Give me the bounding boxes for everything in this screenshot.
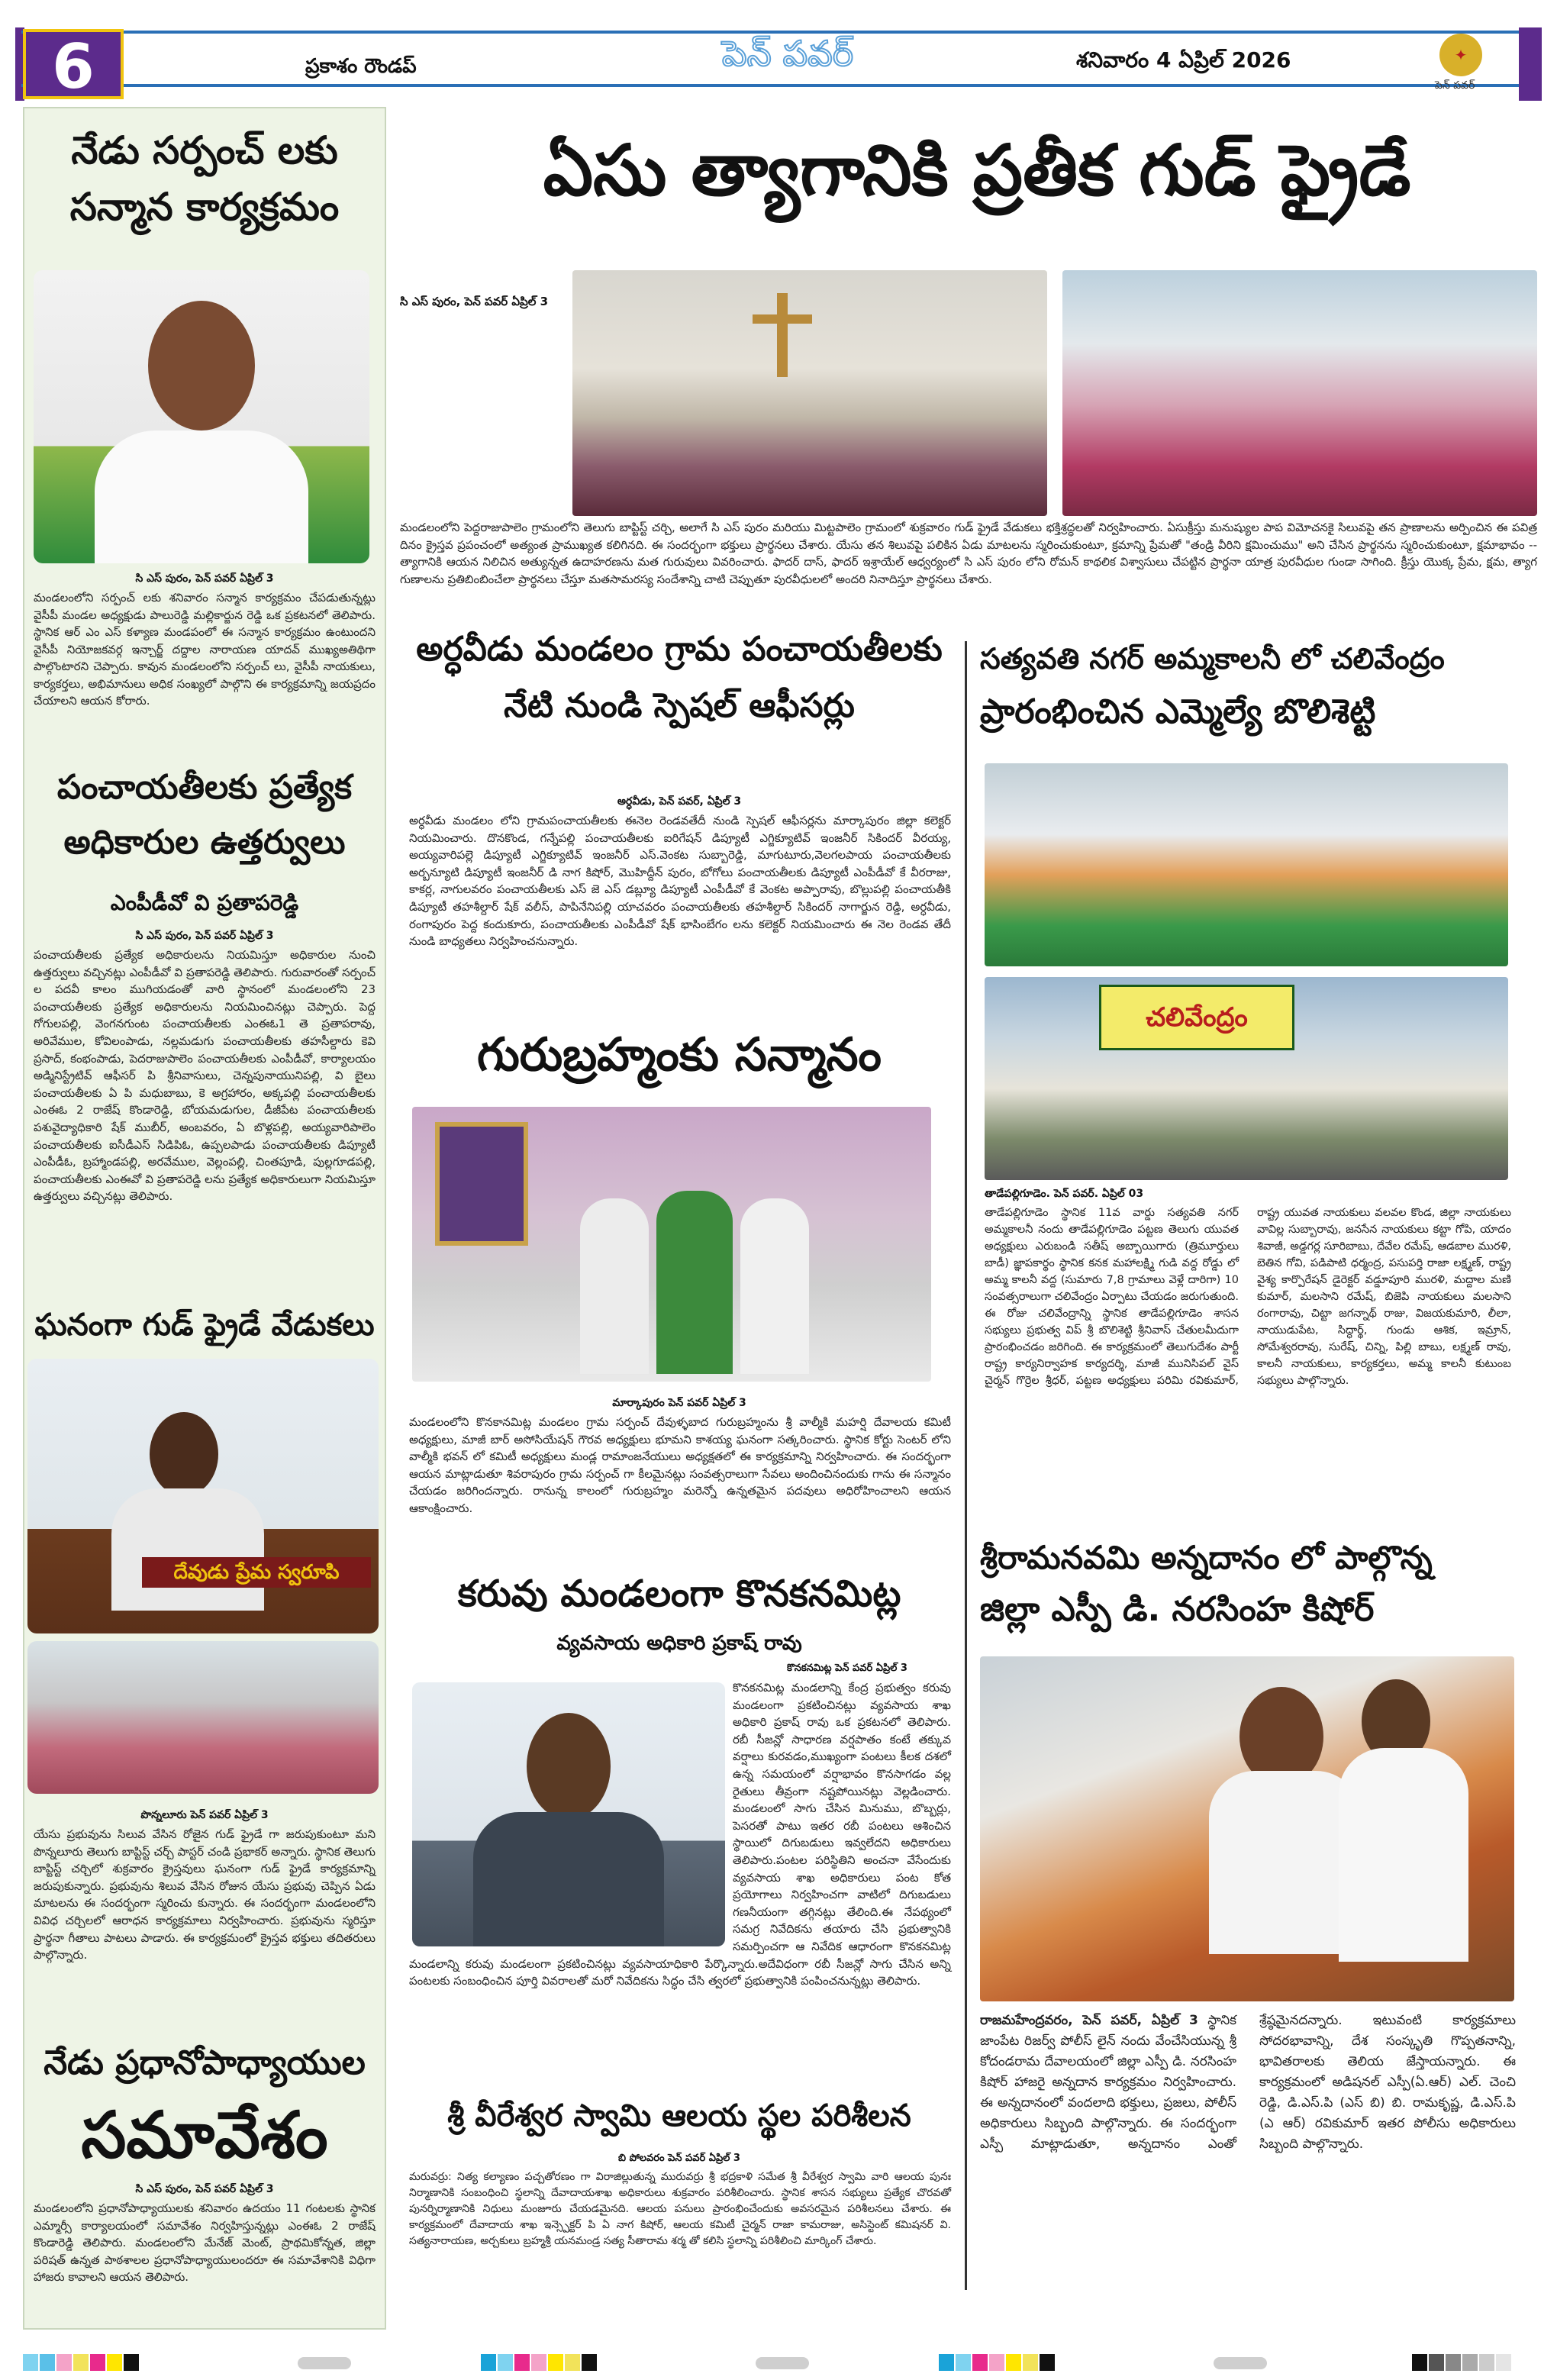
mid-story4-dateline: బి పోలవరం పెన్ పవర్ ఏప్రిల్ 3	[618, 2153, 740, 2164]
logo-icon: ✦	[1439, 34, 1482, 76]
right-story2-body: స్థానిక జాంపేట రిజర్వ్ పోలీస్ లైన్ నందు వేంచేసియున్న శ్రీ కోదండరామ దేవాలయంలో జిల్లా ఎస్పీ డి. నరసింహ కిషోర్ హాజరై అన్నదాన కార్యక్రమం నిర్వహించారు. ఈ అన్నదానంలో వందలాది భక్తులు, ప్రజలు, పోలీస్ అధికారులు సిబ్బంది పాల్గొన్నారు. ఈ సందర్భంగా ఎస్పీ మాట్లాడుతూ, అన్నదానం ఎంతో శ్రేష్ఠమైనదన్నారు. ఇటువంటి కార్యక్రమాలు సోదరభావాన్ని, దేశ సంస్కృతి గొప్పతనాన్ని, భావితరాలకు తెలియ జేస్తాయన్నారు. ఈ కార్యక్రమంలో అడిషనల్ ఎస్పీ(ఏ.ఆర్) ఎల్. చెంచి రెడ్డి, డి.ఎస్.పి (ఎస్ బి) బి. రామకృష్ణ, డి.ఎస్.పి (ఎ ఆర్) రవికుమార్ ఇతర పోలీసు అధికారులు సిబ్బంది పాల్గొన్నారు.	[980, 2013, 1516, 2152]
right-story2-body-wrap	[980, 2011, 1516, 2308]
mid-story4-body: మరువర్రు: నిత్య కల్యాణం పచ్చతోరణం గా విరాజిల్లుతున్న మురువర్రు శ్రీ భద్రకాళి సమేత శ్రీ వీరేశ్వర స్వామి వారి ఆలయ పునః నిర్మాణానికి సంబంధించి స్థలాన్ని దేవాదాయశాఖ అధికారులు శుక్రవారం పరిశీలించారు. స్థానిక శాసన సభ్యులు ప్రత్యేక చొరవతో పునర్నిర్మాణానికి నిధులు మంజూరు చేయడమైనది. ఆలయ పనులు ప్రారంభించేందుకు అవసరమైన పరిశీలనలు చేశారు. ఈ కార్యక్రమంలో దేవాదాయ శాఖ ఇన్స్పెక్టర్ పి ఏ నాగ కిషోర్, ఆలయ కమిటీ చైర్మన్ రాజా కామరాజు, అసిస్టెంట్ కమిషనర్ వి. సత్యనారాయణ, అర్చకులు బ్రహ్మశ్రీ యనమండ్ర సత్య సీతారామ శర్మ తో కలిసి స్థలాన్ని పరిశీలించి మార్కింగ్ చేశారు.	[409, 2171, 951, 2247]
left-story3-photo2	[27, 1641, 379, 1794]
issue-date: శనివారం 4 ఏప్రిల్ 2026	[1076, 47, 1291, 73]
left-story2-dateline: సి ఎస్ పురం, పెన్ పవర్ ఏప్రిల్ 3	[135, 930, 274, 942]
lead-body-text: మండలంలోని పెద్దరాజుపాలెం గ్రామంలోని తెలుగు బాప్టిస్ట్ చర్చి, అలాగే సి ఎస్ పురం మరియు మిట్టపాలెం గ్రామంలో శుక్రవారం గుడ్ ఫ్రైడే వేడుకలు భక్తిశ్రద్ధలతో నిర్వహించారు. ఏసుక్రీస్తు మనుష్యుల పాప విమోచనకై సిలువపై తన ప్రాణాలను అర్పించిన ఈ పవిత్ర దినం క్రైస్తవ ప్రపంచంలో అత్యంత ప్రాముఖ్యత కలిగినది. ఈ సందర్భంగా భక్తులు ప్రార్థనలు చేశారు. యేసు తన శిలువపై పలికిన ఏడు మాటలను స్మరించుకుంటూ, క్రమాన్ని ప్రేమతో "తండ్రి వీరిని క్షమించుము" అని చేసిన ప్రార్థనను స్మరించుకుంటూ, క్షమాభావం -- త్యాగానికి ఆయన నిలిచిన అత్యున్నత ఉదాహరణను మత గురువులు వివరించారు. ఫాదర్ దాస్, ఫాదర్ ఇశ్రాయేల్ ఆధ్వర్యంలో సి ఎస్ పురం లోని రోమన్ కాథలిక విశ్వాసులు చేపట్టిన ప్రార్థనా యాత్ర పురవీధుల గుండా సాగింది. క్రీస్తు యొక్క ప్రేమ, క్షమ, త్యాగ గుణాలను ప్రతిబింబించేలా ప్రార్థనలు చేస్తూ మతసామరస్య సందేశాన్ని చాటి చెప్పుతూ పురవీధులలో అందరి నినాదిస్తూ ప్రార్థనలు చేశారు.	[400, 521, 1537, 586]
left-story2-subhead: ఎంపీడీవో వి ప్రతాపరెడ్డి	[110, 890, 299, 915]
mid-story1-dateline: అర్ధవీడు, పెన్ పవర్, ఏప్రిల్ 3	[617, 795, 742, 808]
left-story1-photo	[34, 270, 369, 563]
lead-body	[400, 328, 1537, 603]
header-accent-right	[1519, 27, 1542, 101]
left-story3-dateline: పొన్నలూరు పెన్ పవర్ ఏప్రిల్ 3	[140, 1809, 269, 1821]
lead-headline: ఏసు త్యాగానికి ప్రతీక గుడ్ ఫ్రైడే	[543, 130, 1411, 211]
print-registration-strip	[23, 2354, 1542, 2374]
left-story3-banner: దేవుడు ప్రేమ స్వరూపి	[142, 1557, 371, 1588]
mid-story2-photo	[412, 1107, 931, 1382]
right-story1-headline1: సత్యవతి నగర్ అమ్మకాలనీ లో చలివేంద్రం	[980, 642, 1445, 676]
left-story3-body: యేసు ప్రభువును సిలువ వేసిన రోజైన గుడ్ ఫ్రైడే గా జరుపుకుంటూ మని పొన్నలూరు తెలుగు బాప్టిస్ట్ చర్చ్ పాస్టర్ చండి ప్రభాకర్ అన్నారు. స్థానిక తెలుగు బాప్టిస్ట్ చర్చిలో శుక్రవారం క్రైస్తవులు ఘనంగా గుడ్ ఫ్రైడే కార్యక్రమాన్ని జరుపుకున్నారు. ప్రభువును శిలువ వేసిన రోజున యేసు ప్రభువు చెప్పిన ఏడు మాటలను ఈ సందర్భంగా స్మరించు కున్నారు. ఈ సందర్భంగా మండలంలోని వివిధ చర్చిలలో ఆరాధన కార్యక్రమాలు నిర్వహించారు. ప్రభువును స్మరిస్తూ ప్రార్థనా గీతాలు పాటలు పాడారు. ఈ కార్యక్రమంలో క్రైస్తవ భక్తులు తదితరులు పాల్గొన్నారు.	[34, 1827, 376, 1962]
right-story1-headline2: ప్రారంభించిన ఎమ్మెల్యే బొలిశెట్టి	[980, 692, 1376, 731]
mid-story3-body-wrap	[409, 1679, 951, 2091]
left-story4-headline-top: నేడు ప్రధానోపాధ్యాయుల	[44, 2043, 366, 2082]
page-number: 6	[23, 29, 124, 99]
mid-story1-body: అర్ధవీడు మండలం లోని గ్రామపంచాయతీలకు ఈనెల రెండవతేదీ నుండి స్పెషల్ ఆఫీసర్లను మార్కాపురం జిల్లా కలెక్టర్ నియమించారు. దొనకొండ, గన్నేపల్లి పంచాయతీలకు ఐరిగేషన్ డిప్యూటీ ఎగ్జిక్యూటివ్ ఇంజనీర్ సికిందర్ వీరయ్య, అయ్యవారిపల్లె డిప్యూటీ ఎగ్జిక్యూటివ్ ఇంజనీర్ ఎస్.వెంకట సుబ్బారెడ్డి, మాగుటూరు,వెలగలపాయ పంచాయతీలకు అర్బన్యూటి డిప్యూటీ ఇంజనీర్ డి నాగ కిషోర్, మొహిద్దీన్ పురం, బోగోలు పంచాయతీలకు డిప్యూటీ ఎంపీడీవో కే వీరరాజు, కాకర్ల, నాగులవరం పంచాయతీలకు ఎస్ జె ఎస్ డబ్ల్యూ డిప్యూటీ ఎంపీడీవో కే వెంకట అప్పారావు, బొల్లుపల్లి పంచాయతీకి డిప్యూటీ తహశీల్దార్ షేక్ వలీస్, పాపినేనిపల్లి యాచవరం పంచాయతీలకు తహశీల్దార్ సికిందర్ నాగార్జున రెడ్డి, అర్ధవీడు, రంగాపురం పెద్ద కందుకూరు, పంచాయతీలకు ఎంపీడీవో షేక్ భాసింబేగం లను కలెక్టర్ నియమించారు ఈ నెల రెండవ తేదీ నుండి బాధ్యతలు నిర్వహించనున్నారు.	[409, 814, 951, 949]
right-story1-body: తాడేపల్లిగూడెం స్థానిక 11వ వార్డు సత్యవతి నగర్ అమ్మకాలనీ నందు తాడేపల్లిగూడెం పట్టణ తెలుగు యువత అధ్యక్షులు ఎరుబండి సతీష్ అబ్బాయిగారు (త్రిమూర్తులు బాడీ) జ్ఞాపకార్థం స్థానిక కనక మహాలక్ష్మి గుడి వద్ద రోడ్డు లో అమ్మ కాలనీ వద్ద (సుమారు 7,8 గ్రామాలు వెళ్లే దారిగా) 10 సంవత్సరాలుగా చలివేంద్రం ఏర్పాటు చేయడం జరుగుతుంది. ఈ రోజు చలివేంద్రాన్ని స్థానిక తాడేపల్లిగూడెం శాసన సభ్యులు ప్రభుత్వ విప్ శ్రీ బొలిశెట్టి శ్రీనివాస్ చేతులమీదుగా ప్రారంభించడం జరిగింది. ఈ కార్యక్రమంలో తెలుగుదేశం పార్టీ రాష్ట్ర కార్యనిర్వాహక కార్యదర్శి, మాజీ మునిసిపల్ వైస్ చైర్మన్ గొర్రెల శ్రీధర్, పట్టణ అధ్యక్షులు పరిమి రవికుమార్, రాష్ట్ర యువత నాయకులు వలవల కొండ, జిల్లా నాయకులు వావిల్ల సుబ్బారావు, జనసేన నాయకులు కట్టా గోపి, యాదం శివాజీ, అడ్డగర్ల సూరిబాబు, దేవేల రమేష్, ఆడబాల మురళి, బెతిన గోవి, పడిపాటి ధర్మంద్ర, పసుపర్తి రాజా లక్ష్మణ్, రాష్ట్ర వైశ్య కార్పొరేషన్ డైరెక్టర్ వడ్డూపూరి మురళి, మద్దాల మణి కుమార్, మలసాని రమేష్, బిజెపి నాయకులు మలసాని రంగారావు, చిట్టా జగన్నాథ్ రాజు, విజయకుమారి, లీలా, నాయుడుపేట, సిద్ధార్థ్, గుండు ఆశిక, ఇమ్రాన్, సోమేశ్వరరావు, సురేష్, చిన్ని, పిల్లి బాబు, లక్ష్మణ్ రావు, కాలనీ నాయకులు, కార్యకర్తలు, అమ్మ కాలనీ కుటుంబ సభ్యులు పాల్గొన్నారు.	[985, 1207, 1511, 1387]
left-story1-headline: నేడు సర్పంచ్ లకు సన్మాన కార్యక్రమం	[69, 128, 340, 229]
left-story1-dateline: సి ఎస్ పురం, పెన్ పవర్ ఏప్రిల్ 3	[135, 572, 274, 585]
lead-dateline: సి ఎస్ పురం, పెన్ పవర్ ఏప్రిల్ 3	[400, 295, 549, 308]
left-story2-body: పంచాయతీలకు ప్రత్యేక అధికారులను నియమిస్తూ అధికారుల నుంచి ఉత్తర్వులు వచ్చినట్లు ఎంపీడీవో వి ప్రతాపరెడ్డి తెలిపారు. గురువారంతో సర్పంచ్ ల పదవీ కాలం ముగియడంతో వారి స్థానంలో మండలంలోని 23 పంచాయతీలకు ప్రత్యేక అధికారులను నియమించినట్లు చెప్పారు. పెద్ద గోగులపల్లి, వెంగనగుంట పంచాయతీలకు ఎంఈఓ1 తె ప్రతాపరావు, అరివేముల, కోవిలంపాడు, నల్లమడుగు పంచాయతీలకు తహసీల్దారు కెవి ప్రసాద్, కంభంపాడు, పెదరాజుపాలెం పంచాయతీలకు ఎంపీడీవో, కార్యాలయం అడ్మినిస్ట్రేటివ్ ఆఫీసర్ పి శ్రీనివాసులు, చెన్నపునాయునిపల్లి, వి బైలు పంచాయతీలకు ఏ పి మధుబాబు, కె అగ్రహారం, అక్కపల్లి పంచాయతీలకు ఎంఈఓ 2 రాజేష్ కొండారెడ్డి, బోయమడుగుల, డీజీపేట పంచాయతీలకు పశువైద్యాధికారి షేక్ ముబీర్, అంబవరం, ఏ బొళ్లపల్లి, అయ్యవారిపాలెం పంచాయతీలకు ఐసీడీఎస్ సిడిపిఓ, ఉప్పలపాడు పంచాయతీలకు డిప్యూటీ ఎంపీడీఓ, బ్రహ్మాండపల్లి, అరవేముల, వెల్లంపల్లి, చింతపూడి, పుల్లగూడపల్లి, పంచాయతీలకు ఎంఈవో వి ప్రతాపరెడ్డి లను ప్రత్యేక అధికారులుగా నియమిస్తూ ఉత్తర్వులు వచ్చినట్లు తెలిపారు.	[34, 948, 376, 1204]
mid-story4-headline: శ్రీ వీరేశ్వర స్వామి ఆలయ స్థల పరిశీలన	[447, 2098, 911, 2133]
right-story1-photo1	[985, 763, 1508, 966]
left-story3-photo1	[27, 1359, 379, 1633]
section-name: ప్రకాశం రౌండప్	[305, 55, 417, 78]
mid-story3-subhead: వ్యవసాయ అధికారి ప్రకాష్ రావు	[556, 1632, 802, 1655]
right-story2-headline2: జిల్లా ఎస్పీ డి. నరసింహ కిషోర్	[980, 1590, 1375, 1629]
masthead: పెన్ పవర్	[721, 33, 854, 74]
right-story2-dateline: రాజమహేంద్రవరం, పెన్ పవర్, ఏప్రిల్ 3	[980, 2013, 1198, 2028]
mid-story3-dateline: కొనకనమిట్ల పెన్ పవర్ ఏప్రిల్ 3	[787, 1662, 907, 1674]
right-story1-dateline: తాడేపల్లిగూడెం. పెన్ పవర్. ఏప్రిల్ 03	[985, 1188, 1144, 1200]
mid-story1-headline: అర్ధవీడు మండలం గ్రామ పంచాయతీలకు నేటి నుండి స్పెషల్ ఆఫీసర్లు	[416, 630, 943, 725]
right-story2-photo	[980, 1656, 1514, 2001]
column-rule	[965, 641, 967, 2290]
left-story3-headline: ఘనంగా గుడ్ ఫ్రైడే వేడుకలు	[34, 1308, 375, 1343]
right-story1-photo2	[985, 977, 1508, 1180]
mid-story3-body: కొనకనమిట్ల మండలాన్ని కేంద్ర ప్రభుత్వం కరువు మండలంగా ప్రకటించినట్లు వ్యవసాయ శాఖ అధికారి ప్రకాష్ రావు ఒక ప్రకటనలో తెలిపారు. రబీ సీజన్లో సాధారణ వర్షపాతం కంటే తక్కువ వర్షాలు కురవడం,ముఖ్యంగా పంటలు కీలక దశలో ఉన్న సమయంలో వర్షాభావం కొనసాగడం వల్ల రైతులు తీవ్రంగా నష్టపోయినట్లు వెల్లడించారు. మండలంలో సాగు చేసిన మినుము, బొబ్బర్లు, పెసరతో పాటు ఇతర రబీ పంటలు ఆశించిన స్థాయిలో దిగుబడులు ఇవ్వలేదని అధికారులు తెలిపారు.పంటల పరిస్థితిని అంచనా వేసేందుకు వ్యవసాయ శాఖ అధికారులు పంట కోత ప్రయోగాలు నిర్వహించగా వాటిలో దిగుబడులు గణనీయంగా తగ్గినట్లు తేలింది.ఈ నేపథ్యంలో సమగ్ర నివేదికను తయారు చేసి ప్రభుత్వానికి సమర్పించగా ఆ నివేదిక ఆధారంగా కొనకనమిట్ల మండలాన్ని కరువు మండలంగా ప్రకటించినట్లు వ్యవసాయాధికారి పేర్కొన్నారు.అదేవిధంగా రబీ సీజన్లో సాగు చేసిన అన్ని పంటలకు సంబంధించిన పూర్తి వివరాలతో మరో నివేదికను సిద్ధం చేసి త్వరలో ప్రభుత్వానికి పంపించనున్నట్లు తెలిపారు.	[409, 1681, 951, 1988]
left-story4-headline-big: సమావేశం	[81, 2098, 328, 2172]
right-story2-headline1: శ్రీరామనవమి అన్నదానం లో పాల్గొన్న	[980, 1539, 1433, 1576]
left-story1-body: మండలంలోని సర్పంచ్ లకు శనివారం సన్మాన కార్యక్రమం చేపడుతున్నట్లు వైసీపీ మండల అధ్యక్షుడు పాలురెడ్డి మల్లికార్జున రెడ్డి ఒక ప్రకటనలో తెలిపారు. స్థానిక ఆర్ ఎం ఎస్ కళ్యాణ మండపంలో ఈ సన్మాన కార్యక్రమం ఉంటుందని వైసీపీ నియోజకవర్గ ఇన్చార్జ్ దద్దాల నారాయణ యాదవ్ ముఖ్యఅతిథిగా పాల్గొంటారని చెప్పారు. కావున మండలంలోని సర్పంచ్ లు, వైసీపీ నాయకులు, కార్యకర్తలు, అభిమానులు అధిక సంఖ్యలో పాల్గొని ఈ కార్యక్రమాన్ని జయప్రదం చేయాలని ఆయన కోరారు.	[34, 591, 376, 708]
right-story1-banner: చలివేంద్రం	[1099, 985, 1294, 1050]
logo-text: పెన్ పవర్	[1435, 79, 1475, 92]
left-story4-body: మండలంలోని ప్రధానోపాధ్యాయులకు శనివారం ఉదయం 11 గంటలకు స్థానిక ఎమ్మార్సీ కార్యాలయంలో సమావేశం నిర్వహిస్తున్నట్లు ఎంఈఓ 2 రాజేష్ కొండారెడ్డి తెలిపారు. మండలంలోని మేనేజ్ మెంట్, ప్రాథమికోన్నత, జిల్లా పరిషత్ ఉన్నత పాఠశాలల ప్రధానోపాధ్యాయులందరూ ఈ సమావేశానికి విధిగా హాజరు కావాలని ఆయన తెలిపారు.	[34, 2201, 376, 2285]
left-story4-dateline: సి ఎస్ పురం, పెన్ పవర్ ఏప్రిల్ 3	[135, 2183, 274, 2195]
mid-story2-headline: గురుబ్రహ్మంకు సన్మానం	[477, 1028, 882, 1082]
mid-story3-headline: కరువు మండలంగా కొనకనమిట్ల	[457, 1572, 901, 1615]
mid-story2-dateline: మార్కాపురం పెన్ పవర్ ఏప్రిల్ 3	[612, 1397, 746, 1409]
mid-story2-body: మండలంలోని కొనకానమిట్ల మండలం గ్రామ సర్పంచ్ దేవుళ్ళబాద గురుబ్రహ్మంను శ్రీ వాల్మీకి మహర్షి దేవాలయ కమిటీ అధ్యక్షులు, మాజీ బార్ అసోసియేషన్ గౌరవ అధ్యక్షులు భూమని కాశయ్య ఘనంగా సత్కరించారు. స్థానిక కోర్టు సెంటర్ లోని వాల్మీకి భవన్ లో కమిటీ అధ్యక్షులు మండ్ల రామాంజనేయులు అధ్యక్షతలో ఈ కార్యక్రమాన్ని నిర్వహించారు. ఈ సందర్భంగా ఆయన మాట్లాడుతూ శివరాపురం గ్రామ సర్పంచ్ గా కీలమైనట్లు సంవత్సరాలుగా సేవలు అందించినందుకు గాను ఈ సన్మానం చేయడం జరిగిందన్నారు. రానున్న కాలంలో గురుబ్రహ్మం మరెన్నో ఉన్నతమైన పదవులు అధిరోహించాలని ఆయన ఆకాంక్షించారు.	[409, 1415, 951, 1515]
left-story2-headline: పంచాయతీలకు ప్రత్యేక అధికారుల ఉత్తర్వులు	[56, 768, 353, 862]
